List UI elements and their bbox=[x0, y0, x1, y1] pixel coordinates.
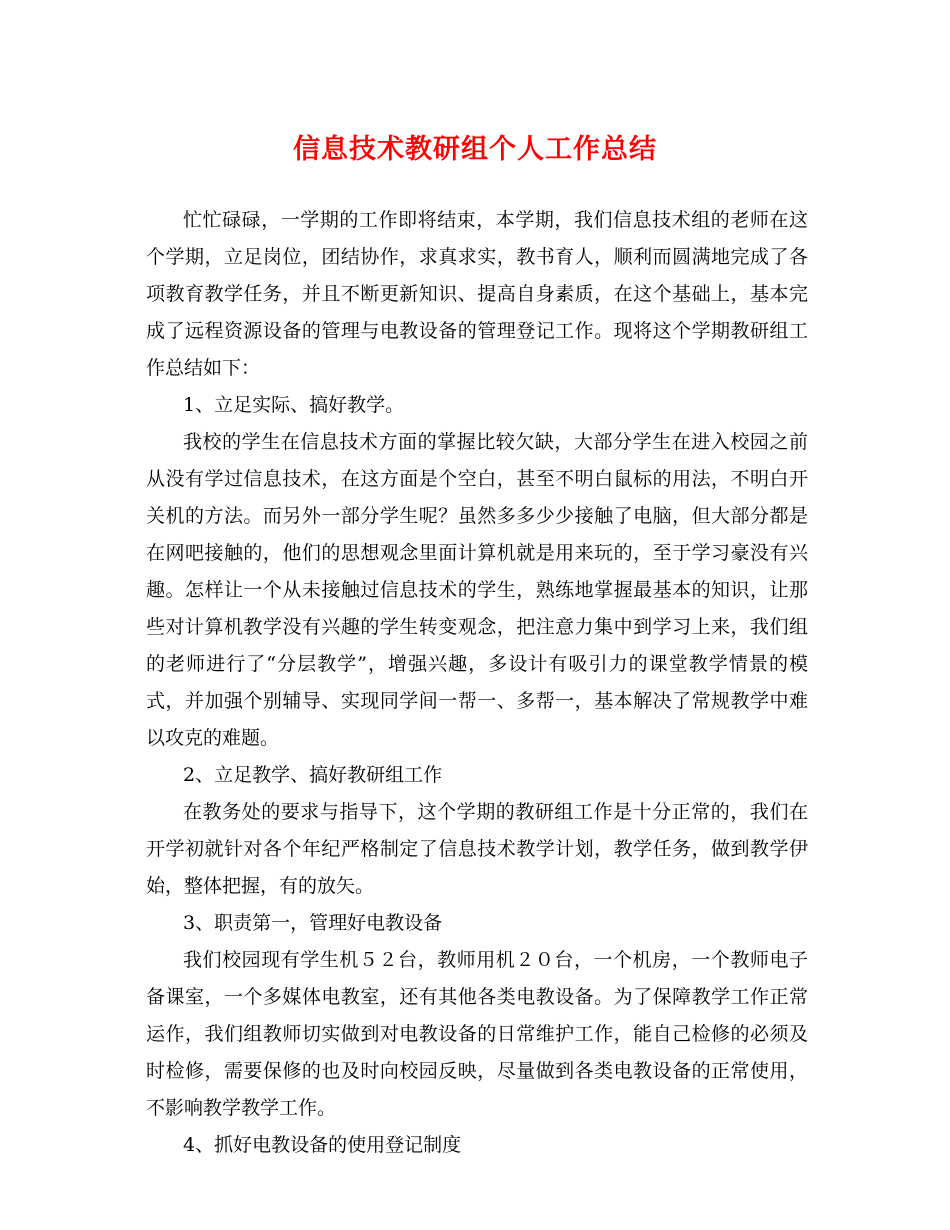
section-heading-2: 2、立足教学、搞好教研组工作 bbox=[183, 764, 443, 786]
document-title: 信息技术教研组个人工作总结 bbox=[293, 134, 657, 165]
document-body bbox=[146, 202, 808, 1164]
intro-paragraph: 忙忙碌碌，一学期的工作即将结束，本学期，我们信息技术组的老师在这个学期，立足岗位，团结协作，求真求实，教书育人，顺利而圆满地完成了各项教育教学任务，并且不断更新知识、提高自身素质，在这个基础上，基本完成了远程资源设备的管理与电教设备的管理登记工作。现将这个学期教研组工作总结如下： bbox=[146, 209, 808, 379]
section-heading-1: 1、立足实际、搞好教学。 bbox=[183, 394, 405, 416]
section-paragraph-1: 我校的学生在信息技术方面的掌握比较欠缺，大部分学生在进入校园之前从没有学过信息技术，在这方面是个空白，甚至不明白鼠标的用法，不明白开关机的方法。而另外一部分学生呢？虽然多多少少接触了电脑，但大部分都是在网吧接触的，他们的思想观念里面计算机就是用来玩的，至于学习豪没有兴趣。怎样让一个从未接触过信息技术的学生，熟练地掌握最基本的知识，让那些对计算机教学没有兴趣的学生转变观念，把注意力集中到学习上来，我们组的老师进行了“分层教学”，增强兴趣，多设计有吸引力的课堂教学情景的模式，并加强个别辅导、实现同学间一帮一、多帮一，基本解决了常规教学中难以攻克的难题。 bbox=[146, 431, 808, 749]
section-paragraph-2: 在教务处的要求与指导下，这个学期的教研组工作是十分正常的，我们在开学初就针对各个年纪严格制定了信息技术教学计划，教学任务，做到教学伊始，整体把握，有的放矢。 bbox=[146, 801, 808, 897]
section-heading-4: 4、抓好电教设备的使用登记制度 bbox=[183, 1134, 462, 1156]
section-paragraph-3: 我们校园现有学生机５２台，教师用机２０台，一个机房，一个教师电子备课室，一个多媒体电教室，还有其他各类电教设备。为了保障教学工作正常运作，我们组教师切实做到对电教设备的日常维护工作，能自己检修的必须及时检修，需要保修的也及时向校园反映，尽量做到各类电教设备的正常使用，不影响教学教学工作。 bbox=[146, 949, 808, 1119]
section-heading-3: 3、职责第一，管理好电教设备 bbox=[183, 912, 443, 934]
